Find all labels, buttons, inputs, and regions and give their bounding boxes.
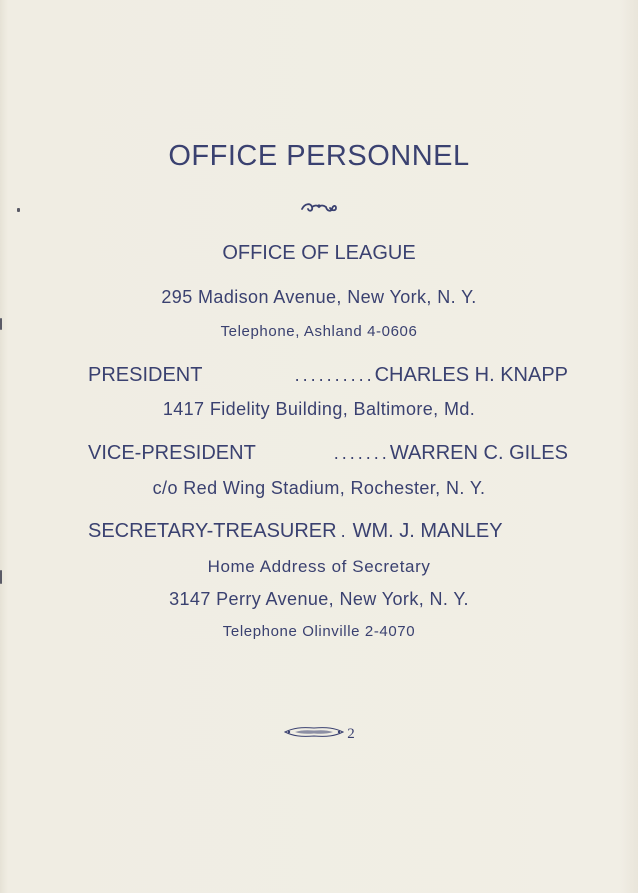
secretary-telephone: Telephone Olinville 2-4070 [222, 623, 416, 640]
officer-role: PRESIDENT [88, 364, 203, 386]
vice-president-address: c/o Red Wing Stadium, Rochester, N. Y. [152, 478, 486, 498]
office-of-league-heading: OFFICE OF LEAGUE [222, 242, 416, 264]
page-title: OFFICE PERSONNEL [168, 140, 470, 172]
officer-role: VICE-PRESIDENT [88, 442, 256, 464]
officer-name: WARREN C. GILES [389, 442, 568, 464]
page-footer [0, 724, 638, 744]
president-row [88, 364, 568, 387]
scroll-flourish-icon [0, 200, 638, 216]
leader-dots: .......... [294, 365, 375, 385]
league-telephone: Telephone, Ashland 4-0606 [220, 323, 418, 340]
officer-name: CHARLES H. KNAPP [374, 364, 568, 386]
secretary-address: 3147 Perry Avenue, New York, N. Y. [169, 589, 469, 609]
officer-name: WM. J. MANLEY [352, 520, 503, 542]
leader-dots: . [340, 521, 349, 541]
officer-role: SECRETARY-TREASURER [88, 520, 337, 542]
president-address: 1417 Fidelity Building, Baltimore, Md. [162, 399, 476, 419]
secretary-home-label: Home Address of Secretary [207, 557, 431, 576]
leader-dots: ....... [333, 443, 390, 463]
league-address: 295 Madison Avenue, New York, N. Y. [161, 287, 477, 307]
page-number: 2 [347, 725, 355, 742]
vice-president-row [88, 442, 568, 465]
footer-flourish-icon [283, 724, 345, 745]
secretary-treasurer-row [88, 520, 568, 543]
